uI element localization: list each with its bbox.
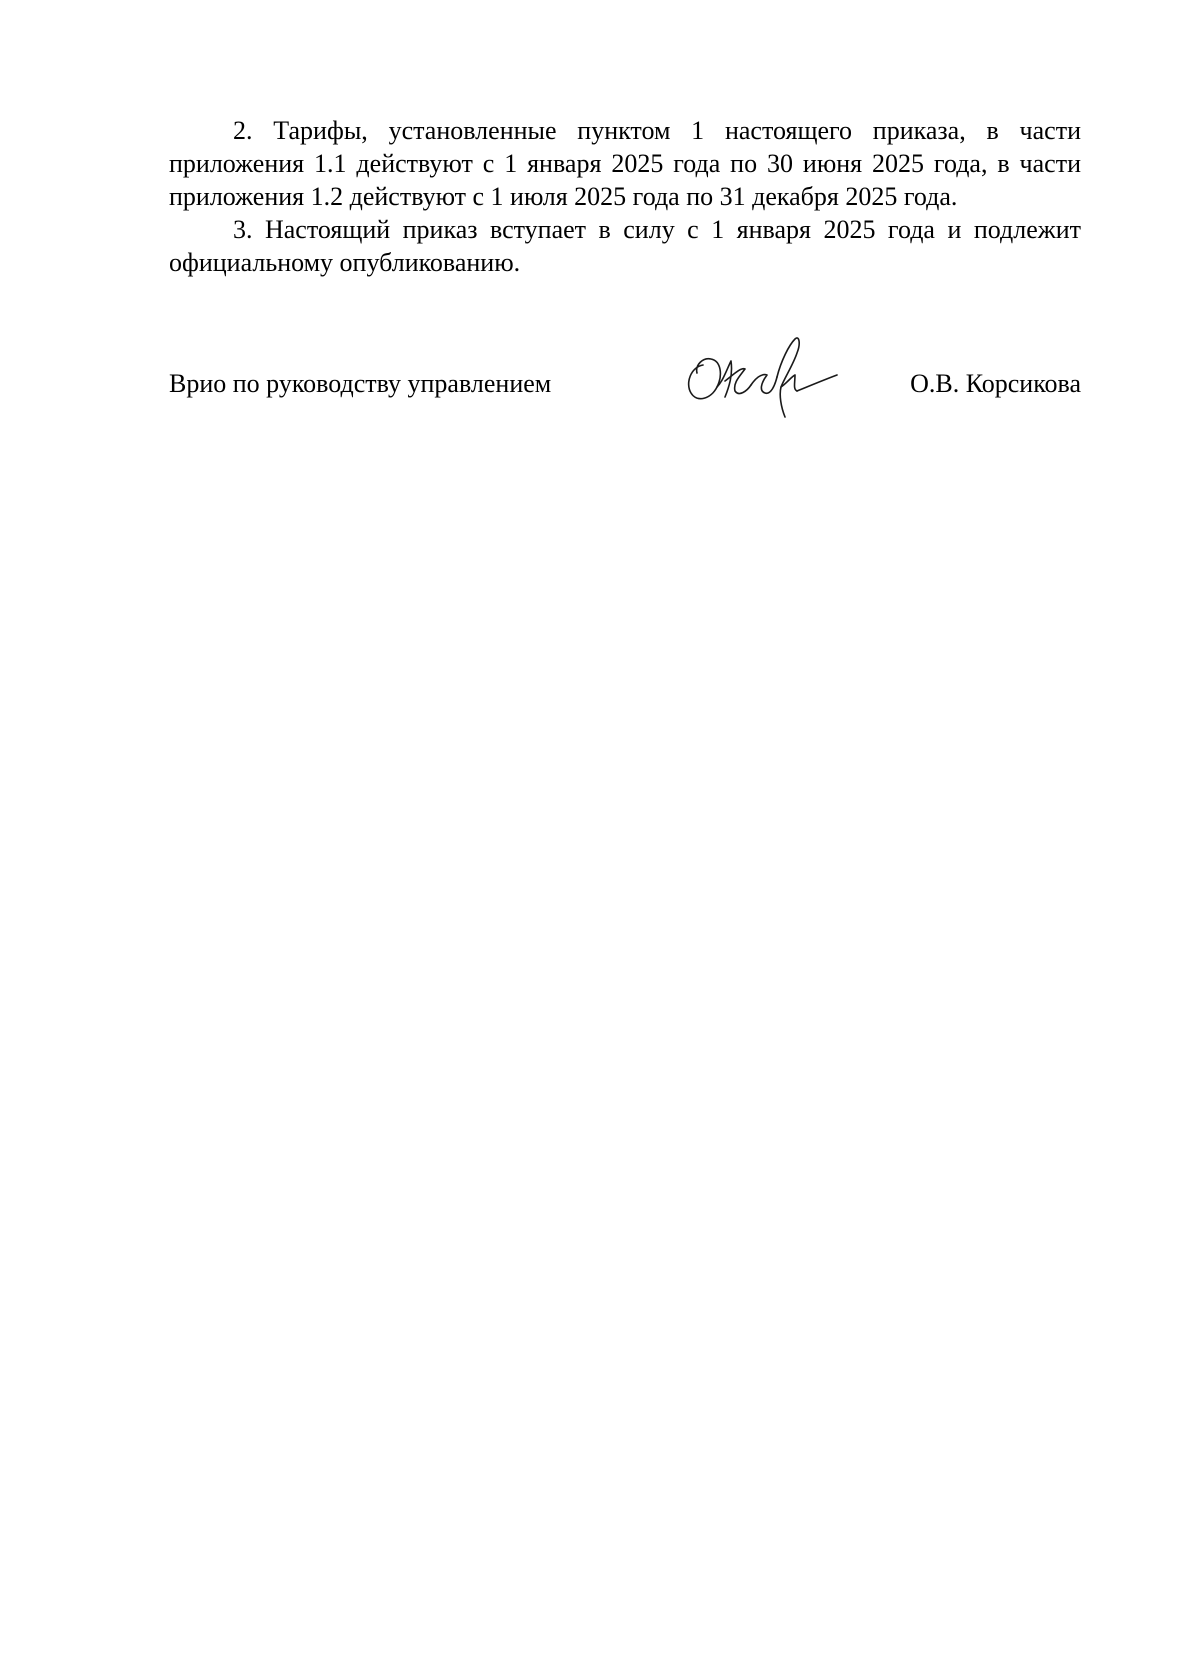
handwritten-signature (681, 325, 841, 421)
signatory-name: О.В. Корсикова (910, 369, 1081, 398)
signatory-position: Врио по руководству управлением (169, 369, 552, 398)
signature-block (169, 325, 1081, 425)
document-body (169, 114, 1081, 279)
paragraph-2: 2. Тарифы, установленные пунктом 1 настоящего приказа, в части приложения 1.1 действуют с 1 января 2025 года по 30 июня 2025 года, в части приложения 1.2 действуют с 1 июля 2025 года по 31 декабря 2025 года. (169, 116, 1081, 211)
paragraph-3: 3. Настоящий приказ вступает в силу с 1 января 2025 года и подлежит официальному опубликованию. (169, 215, 1081, 277)
